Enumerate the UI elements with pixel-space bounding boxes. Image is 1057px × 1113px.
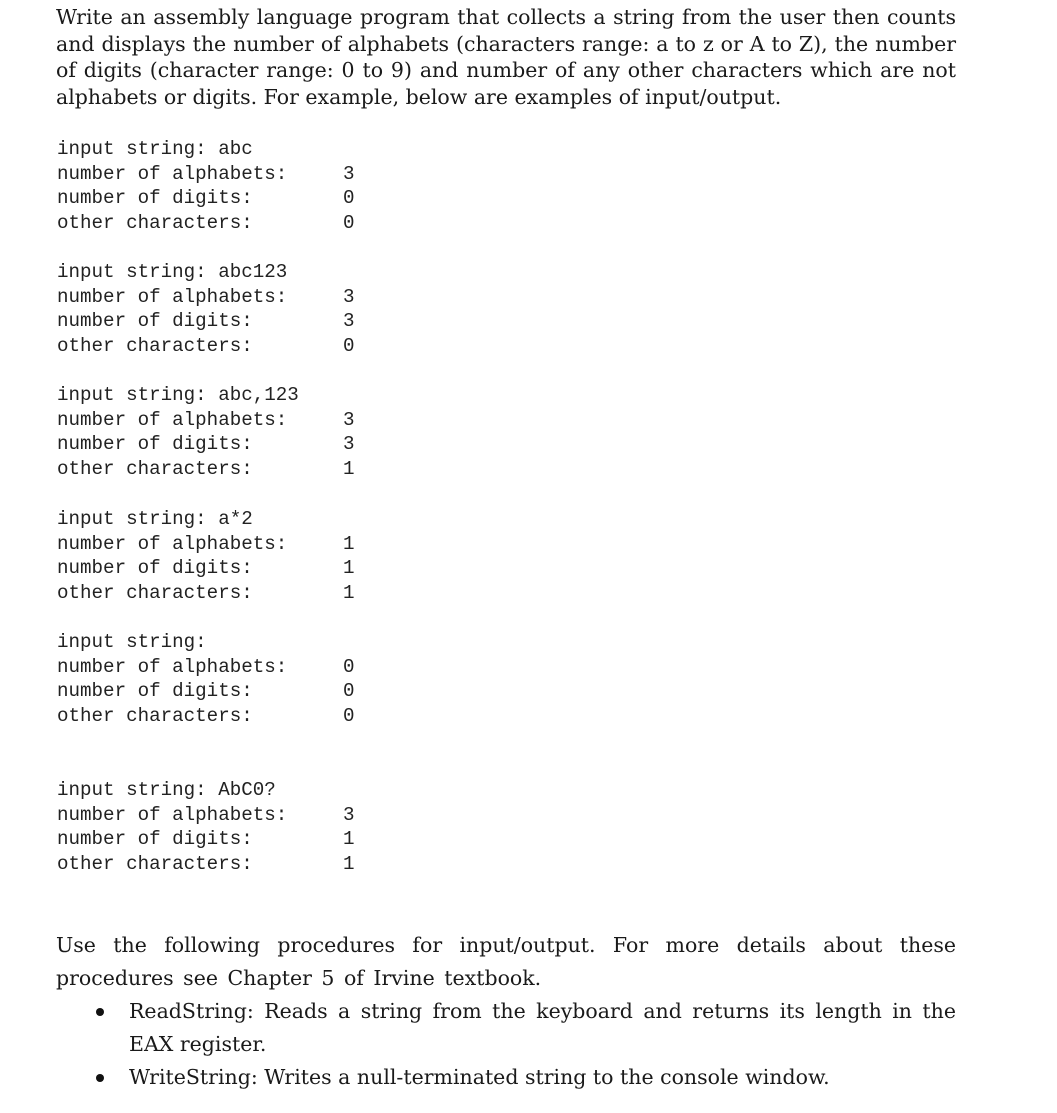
other-label: other characters: (57, 705, 253, 728)
example-block (57, 260, 377, 359)
list-item (56, 1061, 956, 1094)
alphabets-count: 3 (343, 285, 355, 308)
digits-label: number of digits: (57, 310, 253, 333)
bullet-icon (96, 1008, 104, 1016)
input-value: abc,123 (218, 384, 299, 406)
procedures-list (56, 995, 956, 1094)
digits-label: number of digits: (57, 433, 253, 456)
alphabets-label: number of alphabets: (57, 162, 288, 185)
alphabets-line (57, 532, 377, 557)
example-block (57, 137, 377, 236)
input-line (57, 778, 377, 803)
input-line (57, 137, 377, 162)
example-block (57, 630, 377, 729)
input-label: input string: (57, 384, 207, 406)
list-item (56, 995, 956, 1061)
alphabets-line (57, 285, 377, 310)
digits-line (57, 309, 377, 334)
example-block (57, 778, 377, 877)
digits-label: number of digits: (57, 828, 253, 851)
digits-label: number of digits: (57, 187, 253, 210)
digits-count: 1 (343, 557, 355, 580)
other-line (57, 211, 377, 236)
alphabets-line (57, 162, 377, 187)
other-label: other characters: (57, 853, 253, 876)
other-label: other characters: (57, 335, 253, 358)
other-line (57, 704, 377, 729)
input-line (57, 630, 377, 655)
procedures-section (56, 929, 956, 1094)
other-line (57, 581, 377, 606)
alphabets-line (57, 803, 377, 828)
input-value: AbC0? (218, 779, 276, 801)
alphabets-count: 3 (343, 408, 355, 431)
digits-count: 0 (343, 680, 355, 703)
other-line (57, 457, 377, 482)
digits-line (57, 556, 377, 581)
alphabets-label: number of alphabets: (57, 803, 288, 826)
other-count: 1 (343, 582, 355, 605)
alphabets-label: number of alphabets: (57, 285, 288, 308)
input-value: abc (218, 138, 253, 160)
procedures-intro: Use the following procedures for input/output. For more details about these procedures see Chapter 5 of Irvine textbook. (56, 933, 956, 990)
list-item-text: WriteString: Writes a null-terminated string to the console window. (129, 1065, 830, 1089)
digits-line (57, 679, 377, 704)
digits-count: 1 (343, 828, 355, 851)
alphabets-count: 1 (343, 532, 355, 555)
other-label: other characters: (57, 582, 253, 605)
list-item-text: ReadString: Reads a string from the keyboard and returns its length in the EAX register. (129, 999, 956, 1056)
input-label: input string: (57, 138, 207, 160)
alphabets-label: number of alphabets: (57, 655, 288, 678)
input-label: input string: (57, 779, 207, 801)
digits-count: 3 (343, 433, 355, 456)
alphabets-count: 0 (343, 655, 355, 678)
bullet-icon (96, 1074, 104, 1082)
alphabets-label: number of alphabets: (57, 408, 288, 431)
input-label: input string: (57, 508, 207, 530)
alphabets-count: 3 (343, 162, 355, 185)
digits-label: number of digits: (57, 680, 253, 703)
alphabets-count: 3 (343, 803, 355, 826)
input-line (57, 507, 377, 532)
input-line (57, 383, 377, 408)
other-label: other characters: (57, 458, 253, 481)
digits-label: number of digits: (57, 557, 253, 580)
other-line (57, 334, 377, 359)
digits-line (57, 827, 377, 852)
other-label: other characters: (57, 212, 253, 235)
alphabets-line (57, 655, 377, 680)
other-line (57, 852, 377, 877)
example-block (57, 507, 377, 606)
other-count: 1 (343, 458, 355, 481)
other-count: 0 (343, 212, 355, 235)
alphabets-label: number of alphabets: (57, 532, 288, 555)
example-block (57, 383, 377, 482)
digits-line (57, 432, 377, 457)
other-count: 0 (343, 705, 355, 728)
digits-count: 3 (343, 310, 355, 333)
digits-count: 0 (343, 187, 355, 210)
alphabets-line (57, 408, 377, 433)
digits-line (57, 186, 377, 211)
other-count: 1 (343, 853, 355, 876)
other-count: 0 (343, 335, 355, 358)
input-label: input string: (57, 631, 207, 653)
input-label: input string: (57, 261, 207, 283)
assignment-description: Write an assembly language program that collects a string from the user then counts and displays the number of alphabets (characters range: a to z or A to Z), the number of digits (character range: 0 to 9) and number of any other characters which are not alphabets or digits. For example, below are examples of input/output. (56, 5, 956, 109)
input-value: a*2 (218, 508, 253, 530)
input-line (57, 260, 377, 285)
input-value: abc123 (218, 261, 288, 283)
